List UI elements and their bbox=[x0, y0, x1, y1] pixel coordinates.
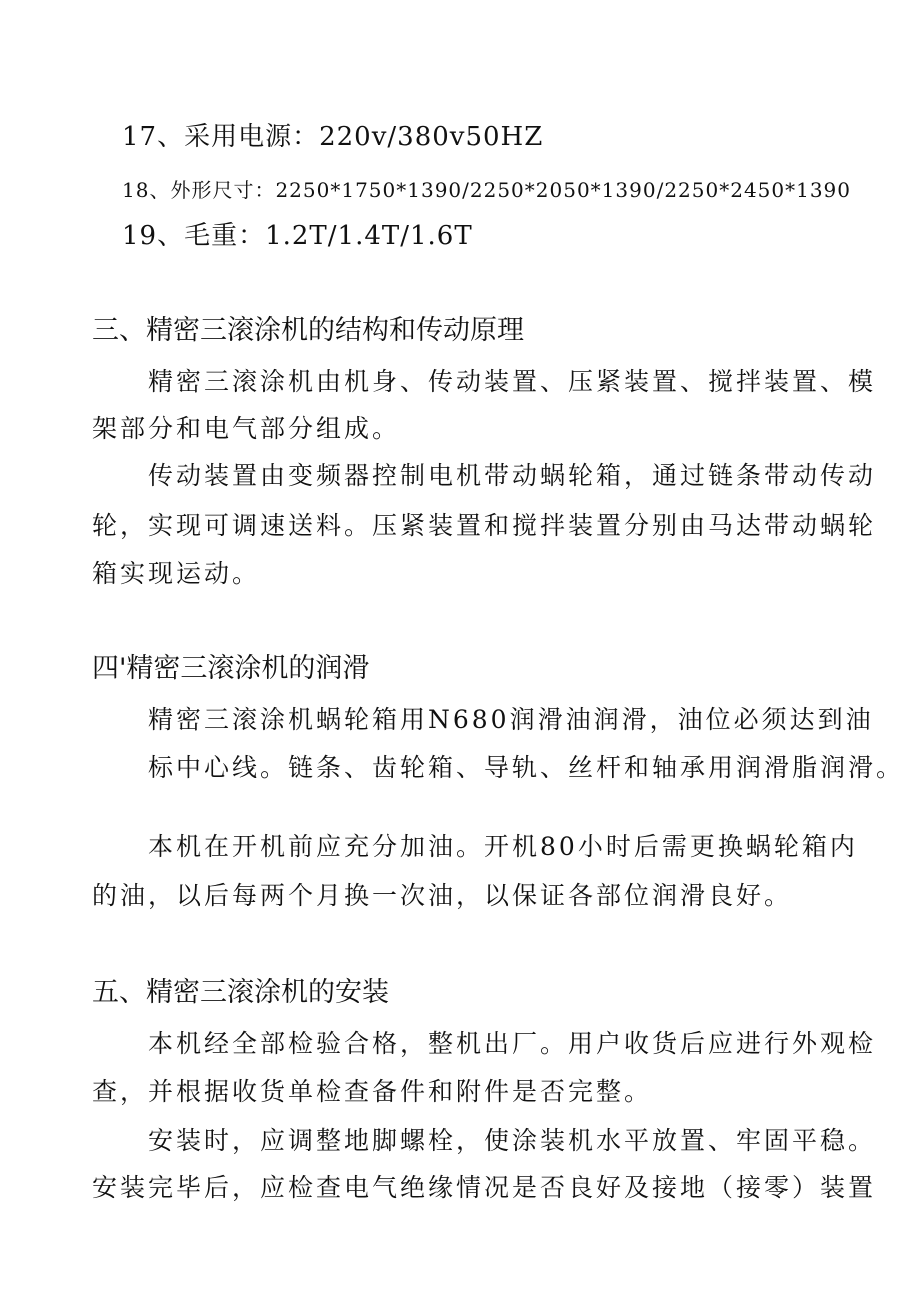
paragraph-line: 轮，实现可调速送料。压紧装置和搅拌装置分别由马达带动蜗轮 bbox=[92, 511, 877, 540]
paragraph-line: 查，并根据收货单检查备件和附件是否完整。 bbox=[92, 1077, 653, 1106]
paragraph-line: 箱实现运动。 bbox=[92, 559, 261, 588]
section-heading-installation: 五、精密三滚涂机的安装 bbox=[92, 977, 389, 1008]
paragraph-line: 传动装置由变频器控制电机带动蜗轮箱，通过链条带动传动 bbox=[148, 461, 877, 490]
paragraph-line: 精密三滚涂机由机身、传动装置、压紧装置、搅拌装置、模 bbox=[148, 367, 877, 396]
spec-gross-weight: 19、毛重：1.2T/1.4T/1.6T bbox=[122, 221, 473, 251]
section-heading-lubrication: 四'精密三滚涂机的润滑 bbox=[92, 653, 370, 684]
paragraph-line: 本机经全部检验合格，整机出厂。用户收货后应进行外观检 bbox=[148, 1029, 877, 1058]
paragraph-line: 安装完毕后，应检查电气绝缘情况是否良好及接地（接零）装置 bbox=[92, 1173, 877, 1202]
spec-dimensions: 18、外形尺寸：2250*1750*1390/2250*2050*1390/2250*2450*1390 bbox=[122, 178, 852, 202]
paragraph-line: 的油，以后每两个月换一次油，以保证各部位润滑良好。 bbox=[92, 881, 793, 910]
paragraph-line: 本机在开机前应充分加油。开机80小时后需更换蜗轮箱内 bbox=[148, 832, 858, 861]
paragraph-line: 架部分和电气部分组成。 bbox=[92, 414, 401, 443]
paragraph-line: 标中心线。链条、齿轮箱、导轨、丝杆和轴承用润滑脂润滑。 bbox=[148, 753, 905, 782]
section-heading-structure: 三、精密三滚涂机的结构和传动原理 bbox=[92, 315, 524, 346]
paragraph-line: 安装时，应调整地脚螺栓，使涂装机水平放置、牢固平稳。 bbox=[148, 1126, 877, 1155]
spec-power-supply: 17、采用电源：220v/380v50HZ bbox=[122, 122, 544, 152]
paragraph-line: 精密三滚涂机蜗轮箱用N680润滑油润滑，油位必须达到油 bbox=[148, 705, 874, 734]
